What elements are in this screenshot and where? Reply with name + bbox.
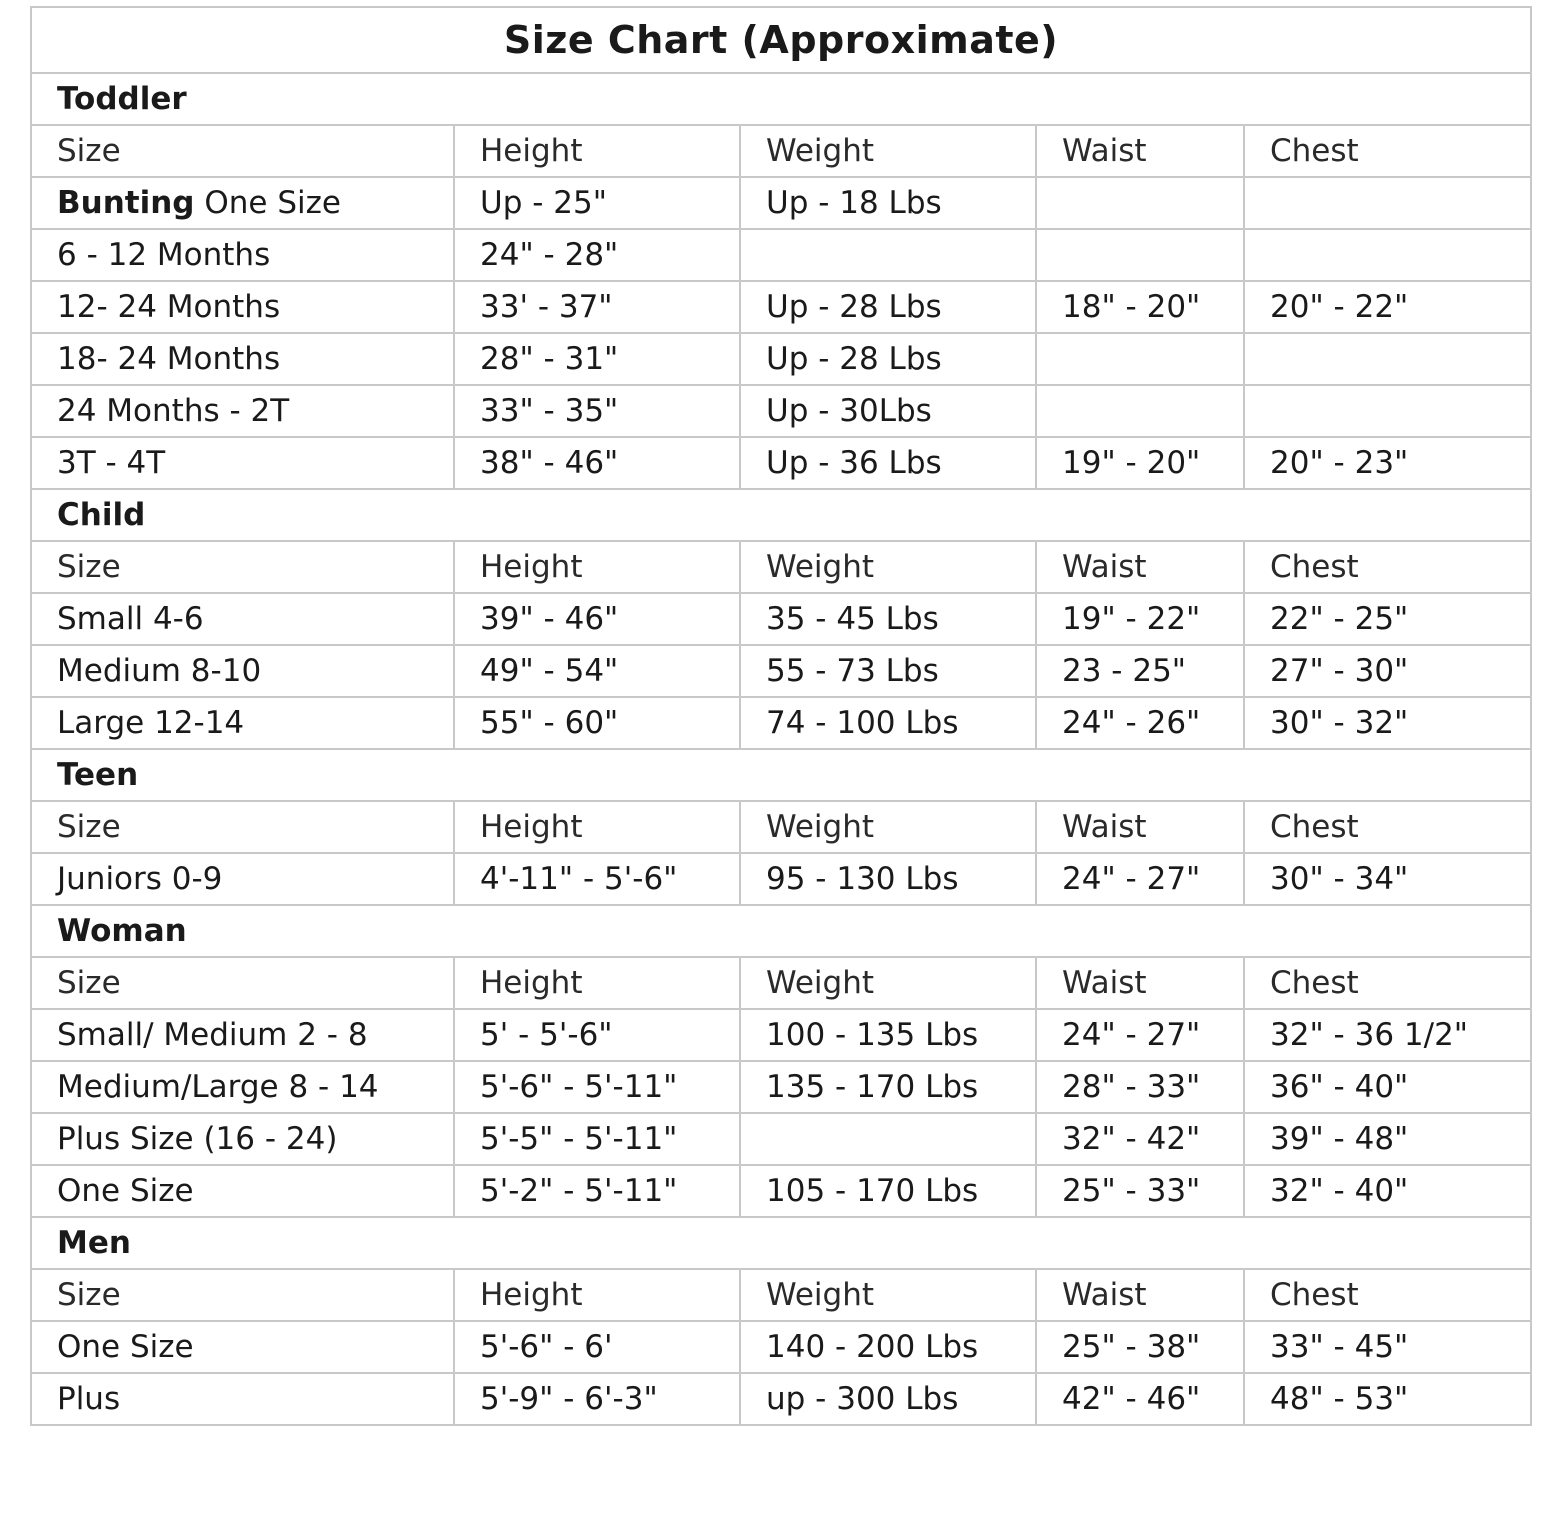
height-cell: 5'-6" - 5'-11" — [454, 1061, 740, 1113]
chest-cell: 32" - 36 1/2" — [1244, 1009, 1531, 1061]
weight-cell: 95 - 130 Lbs — [740, 853, 1036, 905]
chest-cell — [1244, 333, 1531, 385]
section-row-men — [31, 1217, 1531, 1269]
waist-cell: 24" - 27" — [1036, 853, 1244, 905]
size-chart-table — [30, 6, 1532, 1426]
size-cell — [31, 229, 454, 281]
chest-cell: 20" - 22" — [1244, 281, 1531, 333]
waist-cell: 18" - 20" — [1036, 281, 1244, 333]
height-cell: 5'-5" - 5'-11" — [454, 1113, 740, 1165]
section-row-toddler — [31, 73, 1531, 125]
section-title: Woman — [31, 905, 1531, 957]
size-cell-label: Juniors 0-9 — [57, 860, 223, 897]
waist-cell: 25" - 38" — [1036, 1321, 1244, 1373]
chart-title: Size Chart (Approximate) — [31, 7, 1531, 73]
weight-cell: 35 - 45 Lbs — [740, 593, 1036, 645]
height-cell: 5' - 5'-6" — [454, 1009, 740, 1061]
waist-cell: 24" - 26" — [1036, 697, 1244, 749]
size-cell — [31, 437, 454, 489]
weight-cell: Up - 30Lbs — [740, 385, 1036, 437]
column-header-row — [31, 1269, 1531, 1321]
size-cell — [31, 1165, 454, 1217]
table-row — [31, 385, 1531, 437]
column-header-weight: Weight — [740, 125, 1036, 177]
table-row — [31, 697, 1531, 749]
size-cell — [31, 1061, 454, 1113]
waist-cell: 23 - 25" — [1036, 645, 1244, 697]
size-cell — [31, 281, 454, 333]
table-row — [31, 593, 1531, 645]
table-row — [31, 437, 1531, 489]
section-title: Child — [31, 489, 1531, 541]
column-header-chest: Chest — [1244, 541, 1531, 593]
column-header-row — [31, 125, 1531, 177]
column-header-size: Size — [31, 1269, 454, 1321]
chest-cell: 32" - 40" — [1244, 1165, 1531, 1217]
size-cell-label: 6 - 12 Months — [57, 236, 271, 273]
table-row — [31, 1113, 1531, 1165]
chest-cell: 39" - 48" — [1244, 1113, 1531, 1165]
size-cell-label: One Size — [57, 1172, 194, 1209]
size-cell-label: 3T - 4T — [57, 444, 166, 481]
table-row — [31, 229, 1531, 281]
column-header-size: Size — [31, 541, 454, 593]
weight-cell: 105 - 170 Lbs — [740, 1165, 1036, 1217]
section-title: Men — [31, 1217, 1531, 1269]
chest-cell: 48" - 53" — [1244, 1373, 1531, 1425]
column-header-size: Size — [31, 801, 454, 853]
column-header-weight: Weight — [740, 801, 1036, 853]
height-cell: 5'-6" - 6' — [454, 1321, 740, 1373]
chest-cell: 27" - 30" — [1244, 645, 1531, 697]
chest-cell: 20" - 23" — [1244, 437, 1531, 489]
size-cell — [31, 853, 454, 905]
chest-cell — [1244, 177, 1531, 229]
height-cell: 5'-2" - 5'-11" — [454, 1165, 740, 1217]
weight-cell: up - 300 Lbs — [740, 1373, 1036, 1425]
table-row — [31, 333, 1531, 385]
size-cell-label: 18- 24 Months — [57, 340, 281, 377]
chest-cell: 30" - 32" — [1244, 697, 1531, 749]
section-title: Teen — [31, 749, 1531, 801]
waist-cell: 28" - 33" — [1036, 1061, 1244, 1113]
column-header-size: Size — [31, 957, 454, 1009]
size-cell-label: One Size — [57, 1328, 194, 1365]
table-row — [31, 853, 1531, 905]
waist-cell — [1036, 177, 1244, 229]
table-row — [31, 1165, 1531, 1217]
chest-cell: 33" - 45" — [1244, 1321, 1531, 1373]
column-header-waist: Waist — [1036, 1269, 1244, 1321]
height-cell: 24" - 28" — [454, 229, 740, 281]
column-header-weight: Weight — [740, 541, 1036, 593]
title-row — [31, 7, 1531, 73]
table-row — [31, 1321, 1531, 1373]
column-header-row — [31, 801, 1531, 853]
size-cell-label: Medium/Large 8 - 14 — [57, 1068, 379, 1105]
column-header-chest: Chest — [1244, 125, 1531, 177]
waist-cell — [1036, 333, 1244, 385]
height-cell: 28" - 31" — [454, 333, 740, 385]
column-header-row — [31, 957, 1531, 1009]
height-cell: 39" - 46" — [454, 593, 740, 645]
column-header-height: Height — [454, 125, 740, 177]
waist-cell — [1036, 385, 1244, 437]
column-header-weight: Weight — [740, 1269, 1036, 1321]
size-cell-label: 12- 24 Months — [57, 288, 281, 325]
column-header-chest: Chest — [1244, 801, 1531, 853]
chest-cell: 36" - 40" — [1244, 1061, 1531, 1113]
height-cell: 38" - 46" — [454, 437, 740, 489]
weight-cell: 140 - 200 Lbs — [740, 1321, 1036, 1373]
column-header-row — [31, 541, 1531, 593]
height-cell: 33" - 35" — [454, 385, 740, 437]
table-row — [31, 645, 1531, 697]
column-header-height: Height — [454, 801, 740, 853]
weight-cell: Up - 28 Lbs — [740, 333, 1036, 385]
size-cell — [31, 385, 454, 437]
size-cell-label: Medium 8-10 — [57, 652, 262, 689]
chest-cell — [1244, 385, 1531, 437]
size-cell-label: Plus — [57, 1380, 121, 1417]
height-cell: 5'-9" - 6'-3" — [454, 1373, 740, 1425]
waist-cell — [1036, 229, 1244, 281]
weight-cell: Up - 18 Lbs — [740, 177, 1036, 229]
column-header-waist: Waist — [1036, 541, 1244, 593]
column-header-size: Size — [31, 125, 454, 177]
section-row-woman — [31, 905, 1531, 957]
size-cell — [31, 177, 454, 229]
size-cell — [31, 697, 454, 749]
column-header-height: Height — [454, 1269, 740, 1321]
waist-cell: 25" - 33" — [1036, 1165, 1244, 1217]
waist-cell: 42" - 46" — [1036, 1373, 1244, 1425]
column-header-waist: Waist — [1036, 801, 1244, 853]
height-cell: 49" - 54" — [454, 645, 740, 697]
weight-cell: 74 - 100 Lbs — [740, 697, 1036, 749]
weight-cell: 135 - 170 Lbs — [740, 1061, 1036, 1113]
size-cell — [31, 1009, 454, 1061]
column-header-chest: Chest — [1244, 957, 1531, 1009]
section-title: Toddler — [31, 73, 1531, 125]
column-header-chest: Chest — [1244, 1269, 1531, 1321]
column-header-height: Height — [454, 957, 740, 1009]
chest-cell: 30" - 34" — [1244, 853, 1531, 905]
size-cell-label: Large 12-14 — [57, 704, 245, 741]
table-row — [31, 177, 1531, 229]
size-cell-label: Plus Size (16 - 24) — [57, 1120, 338, 1157]
size-cell — [31, 593, 454, 645]
size-chart-body — [31, 7, 1531, 1425]
column-header-waist: Waist — [1036, 957, 1244, 1009]
chest-cell — [1244, 229, 1531, 281]
height-cell: 55" - 60" — [454, 697, 740, 749]
weight-cell: Up - 28 Lbs — [740, 281, 1036, 333]
column-header-height: Height — [454, 541, 740, 593]
size-cell-label: Small 4-6 — [57, 600, 204, 637]
waist-cell: 32" - 42" — [1036, 1113, 1244, 1165]
chest-cell: 22" - 25" — [1244, 593, 1531, 645]
size-cell-bold-label: Bunting — [57, 184, 195, 221]
section-row-teen — [31, 749, 1531, 801]
size-cell — [31, 645, 454, 697]
height-cell: 33' - 37" — [454, 281, 740, 333]
table-row — [31, 1061, 1531, 1113]
table-row — [31, 1009, 1531, 1061]
weight-cell: 55 - 73 Lbs — [740, 645, 1036, 697]
weight-cell — [740, 229, 1036, 281]
table-row — [31, 1373, 1531, 1425]
section-row-child — [31, 489, 1531, 541]
column-header-weight: Weight — [740, 957, 1036, 1009]
size-cell — [31, 1373, 454, 1425]
table-row — [31, 281, 1531, 333]
weight-cell: 100 - 135 Lbs — [740, 1009, 1036, 1061]
height-cell: 4'-11" - 5'-6" — [454, 853, 740, 905]
size-cell-label: 24 Months - 2T — [57, 392, 290, 429]
weight-cell: Up - 36 Lbs — [740, 437, 1036, 489]
waist-cell: 19" - 22" — [1036, 593, 1244, 645]
size-cell — [31, 1113, 454, 1165]
height-cell: Up - 25" — [454, 177, 740, 229]
size-cell — [31, 1321, 454, 1373]
column-header-waist: Waist — [1036, 125, 1244, 177]
size-cell-label: Small/ Medium 2 - 8 — [57, 1016, 368, 1053]
size-cell-label: One Size — [204, 184, 341, 221]
waist-cell: 19" - 20" — [1036, 437, 1244, 489]
waist-cell: 24" - 27" — [1036, 1009, 1244, 1061]
size-cell — [31, 333, 454, 385]
weight-cell — [740, 1113, 1036, 1165]
